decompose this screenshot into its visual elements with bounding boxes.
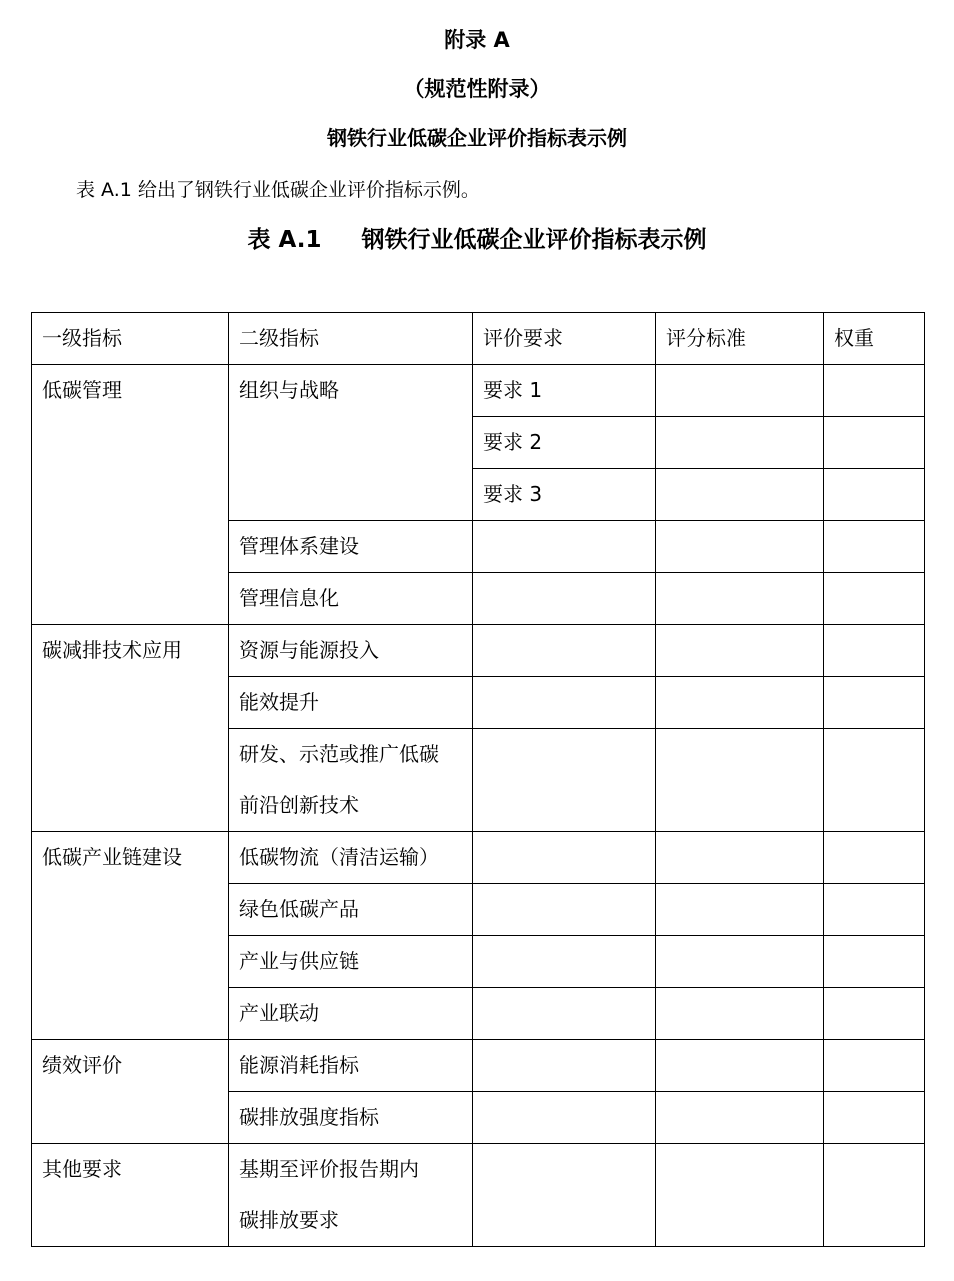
weight-cell (824, 1092, 925, 1144)
scoring-cell (656, 1144, 824, 1247)
requirement-cell (473, 521, 656, 573)
weight-cell (824, 936, 925, 988)
weight-cell (824, 417, 925, 469)
document-heading: 钢铁行业低碳企业评价指标表示例 (327, 126, 627, 150)
requirement-cell: 要求 1 (473, 365, 656, 417)
table-row (32, 1040, 925, 1092)
secondary-indicator-line: 碳排放要求 (239, 1208, 339, 1232)
requirement-cell (473, 1040, 656, 1092)
table-header-row (32, 313, 925, 365)
intro-paragraph: 表 A.1 给出了钢铁行业低碳企业评价指标示例。 (76, 179, 480, 201)
secondary-indicator-line: 研发、示范或推广低碳 (239, 742, 439, 766)
scoring-cell (656, 729, 824, 832)
secondary-indicator-cell: 产业与供应链 (229, 936, 473, 988)
scoring-cell (656, 832, 824, 884)
requirement-cell (473, 1144, 656, 1247)
table-body (32, 365, 925, 1247)
scoring-cell (656, 469, 824, 521)
requirement-cell (473, 573, 656, 625)
primary-indicator-cell: 低碳产业链建设 (32, 832, 229, 1040)
weight-cell (824, 884, 925, 936)
header-cell: 一级指标 (32, 313, 229, 365)
requirement-cell: 要求 2 (473, 417, 656, 469)
secondary-indicator-cell (229, 1144, 473, 1247)
scoring-cell (656, 1040, 824, 1092)
weight-cell (824, 625, 925, 677)
weight-cell (824, 469, 925, 521)
scoring-cell (656, 936, 824, 988)
table-caption (0, 221, 954, 254)
weight-cell (824, 1040, 925, 1092)
weight-cell (824, 677, 925, 729)
weight-cell (824, 573, 925, 625)
table-caption-number: 表 A.1 (247, 227, 322, 253)
secondary-indicator-cell: 管理信息化 (229, 573, 473, 625)
secondary-indicator-cell: 管理体系建设 (229, 521, 473, 573)
header-cell: 二级指标 (229, 313, 473, 365)
requirement-cell (473, 729, 656, 832)
secondary-indicator-cell (229, 729, 473, 832)
secondary-indicator-cell: 产业联动 (229, 988, 473, 1040)
scoring-cell (656, 677, 824, 729)
requirement-cell (473, 936, 656, 988)
requirement-cell (473, 1092, 656, 1144)
table-row (32, 832, 925, 884)
scoring-cell (656, 417, 824, 469)
table-row (32, 625, 925, 677)
header-cell: 权重 (824, 313, 925, 365)
scoring-cell (656, 988, 824, 1040)
scoring-cell (656, 884, 824, 936)
appendix-subtitle: （规范性附录） (403, 77, 551, 101)
header-cell: 评分标准 (656, 313, 824, 365)
requirement-cell: 要求 3 (473, 469, 656, 521)
header-cell: 评价要求 (473, 313, 656, 365)
secondary-indicator-line: 前沿创新技术 (239, 793, 359, 817)
table-row (32, 365, 925, 417)
primary-indicator-cell: 其他要求 (32, 1144, 229, 1247)
appendix-title: 附录 A (444, 28, 510, 52)
secondary-indicator-cell: 能效提升 (229, 677, 473, 729)
primary-indicator-cell: 碳减排技术应用 (32, 625, 229, 832)
weight-cell (824, 521, 925, 573)
scoring-cell (656, 573, 824, 625)
secondary-indicator-cell: 绿色低碳产品 (229, 884, 473, 936)
secondary-indicator-line: 基期至评价报告期内 (239, 1157, 419, 1181)
scoring-cell (656, 521, 824, 573)
scoring-cell (656, 1092, 824, 1144)
secondary-indicator-cell: 能源消耗指标 (229, 1040, 473, 1092)
weight-cell (824, 729, 925, 832)
requirement-cell (473, 884, 656, 936)
secondary-indicator-cell: 低碳物流（清洁运输） (229, 832, 473, 884)
weight-cell (824, 832, 925, 884)
weight-cell (824, 365, 925, 417)
scoring-cell (656, 365, 824, 417)
secondary-indicator-cell: 资源与能源投入 (229, 625, 473, 677)
requirement-cell (473, 677, 656, 729)
requirement-cell (473, 988, 656, 1040)
secondary-indicator-cell: 组织与战略 (229, 365, 473, 521)
primary-indicator-cell: 低碳管理 (32, 365, 229, 625)
indicator-table (31, 312, 925, 1247)
weight-cell (824, 1144, 925, 1247)
secondary-indicator-cell: 碳排放强度指标 (229, 1092, 473, 1144)
requirement-cell (473, 832, 656, 884)
weight-cell (824, 988, 925, 1040)
scoring-cell (656, 625, 824, 677)
primary-indicator-cell: 绩效评价 (32, 1040, 229, 1144)
table-caption-title: 钢铁行业低碳企业评价指标表示例 (361, 227, 707, 253)
requirement-cell (473, 625, 656, 677)
